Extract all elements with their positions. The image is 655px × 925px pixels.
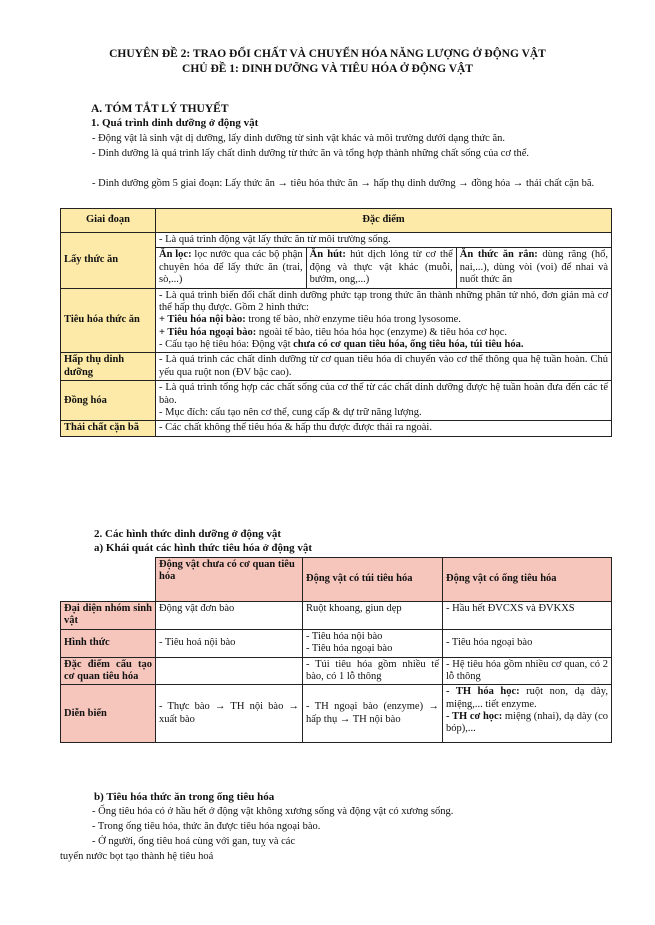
cell-text: - Các chất không thể tiêu hóa & hấp thu được được thải ra ngoài. [156,421,612,436]
table-row [61,381,612,421]
row-label: Đại diện nhóm sinh vật [61,602,156,630]
cell-text: - Là quá trình động vật lấy thức ăn từ môi trường sống. [159,234,391,245]
digestion-forms-table [60,557,612,743]
section-a-heading: A. TÓM TẮT LÝ THUYẾT [91,103,229,115]
table-cell: - Hệ tiêu hóa gồm nhiều cơ quan, có 2 lỗ thông [443,657,612,685]
paragraph: - Dinh dưỡng gồm 5 giai đoạn: Lấy thức ăn → tiêu hóa thức ăn → hấp thụ dinh dưỡng → đồng hóa → thải chất cặn bã. [92,178,595,189]
table-cell: Động vật đơn bào [156,602,303,630]
table-cell: - Hầu hết ĐVCXS và ĐVKXS [443,602,612,630]
subsection-a-heading: a) Khái quát các hình thức tiêu hóa ở động vật [94,542,313,554]
column-header: Động vật có ống tiêu hóa [443,558,612,602]
table-cell: - Tiêu hoá nội bào [156,629,303,657]
paragraph: tuyến nước bọt tạo thành hệ tiêu hoá [60,851,214,862]
table-row [61,421,612,436]
table-cell: - Tiêu hóa ngoại bào [443,629,612,657]
paragraph: - Trong ống tiêu hóa, thức ăn được tiêu hóa ngoại bào. [92,821,321,832]
feeding-type-cell: Ăn thức ăn rắn: dùng răng (hổ, nai,...), dùng vòi (voi) để nhai và nuốt thức ăn [456,248,611,288]
table-cell: - Thực bào → TH nội bào → xuất bào [156,685,303,743]
paragraph: - Ở người, ống tiêu hoá cùng với gan, tuỵ và các [92,836,296,847]
column-header: Động vật có túi tiêu hóa [303,558,443,602]
stage-label: Tiêu hóa thức ăn [61,288,156,353]
table-row [61,657,612,685]
stage-label: Đồng hóa [61,381,156,421]
paragraph: - Động vật là sinh vật dị dưỡng, lấy dinh dưỡng từ sinh vật khác và môi trường dưới dạng thức ăn. [92,133,506,144]
table-row [61,602,612,630]
table-row [61,353,612,381]
section-1-heading: 1. Quá trình dinh dưỡng ở động vật [91,117,259,129]
table-row [61,685,612,743]
section-2-heading: 2. Các hình thức dinh dưỡng ở động vật [94,528,282,540]
topic-title: CHUYÊN ĐỀ 2: TRAO ĐỔI CHẤT VÀ CHUYỂN HÓA NĂNG LƯỢNG Ở ĐỘNG VẬT [109,48,546,60]
feeding-type-cell: Ăn lọc: lọc nước qua các bộ phận chuyên hóa để lấy thức ăn (trai, sò,...) [156,248,306,288]
table-cell: - Tiêu hóa nội bào - Tiêu hóa ngoại bào [303,629,443,657]
cell-text: - Là quá trình tổng hợp các chất sống của cơ thể từ các chất dinh dưỡng được hệ tuần hoàn đưa đến các tế bào. - Mục đích: cấu tạo nên cơ thể, cung cấp & dự trữ năng lượng. [156,381,612,421]
row-label: Hình thức [61,629,156,657]
table-cell [156,657,303,685]
table-cell: - TH ngoại bào (enzyme) → hấp thụ → TH nội bào [303,685,443,743]
table-cell: Ruột khoang, giun dẹp [303,602,443,630]
feeding-type-cell: Ăn hút: hút dịch lỏng từ cơ thể động và thực vật khác (muỗi, bướm, ong,...) [306,248,456,288]
row-label: Đặc điểm cấu tạo cơ quan tiêu hóa [61,657,156,685]
cell-text: - Là quá trình biến đổi chất dinh dưỡng phức tạp trong thức ăn thành những phân tử nhỏ, đơn giản mà cơ thể hấp thụ được. Gồm 2 hình thức: + Tiêu hóa nội bào: trong tế bào, nhờ enzyme tiêu hóa trong lysosome. + Tiêu hóa ngoại bào: ngoài tế bào, tiêu hóa hóa học (enzyme) & tiêu hóa cơ học. - Cấu tạo hệ tiêu hóa: Động vật chưa có cơ quan tiêu hóa, ống tiêu hóa, túi tiêu hóa. [156,288,612,353]
table-row [61,288,612,353]
table-cell: - TH hóa học: ruột non, dạ dày, miệng,... tiết enzyme. - TH cơ học: miệng (nhai), dạ dày (co bóp),... [443,685,612,743]
chapter-title: CHỦ ĐỀ 1: DINH DƯỠNG VÀ TIÊU HÓA Ở ĐỘNG VẬT [182,63,473,75]
cell-text: - Là quá trình các chất dinh dưỡng từ cơ quan tiêu hóa di chuyển vào cơ thể thông qua hệ tuần hoàn. Chủ yếu qua ruột non (ĐV bậc cao). [156,353,612,381]
table-header: Đặc điểm [156,209,612,233]
column-header: Động vật chưa có cơ quan tiêu hóa [156,558,303,602]
table-header: Giai đoạn [61,209,156,233]
paragraph: - Dinh dưỡng là quá trình lấy chất dinh dưỡng từ thức ăn và tổng hợp thành những chất sống của cơ thể. [92,148,530,159]
table-cell: - Túi tiêu hóa gồm nhiều tế bào, có 1 lỗ thông [303,657,443,685]
stage-label: Lấy thức ăn [61,233,156,289]
paragraph: - Ống tiêu hóa có ở hầu hết ở động vật không xương sống và động vật có xương sống. [92,806,454,817]
nutrition-stages-table [60,208,612,437]
row-label: Diễn biến [61,685,156,743]
subsection-b-heading: b) Tiêu hóa thức ăn trong ống tiêu hóa [94,791,275,803]
stage-label: Thải chất cặn bã [61,421,156,436]
stage-label: Hấp thụ dinh dưỡng [61,353,156,381]
table-row [61,629,612,657]
table-row [61,233,612,289]
